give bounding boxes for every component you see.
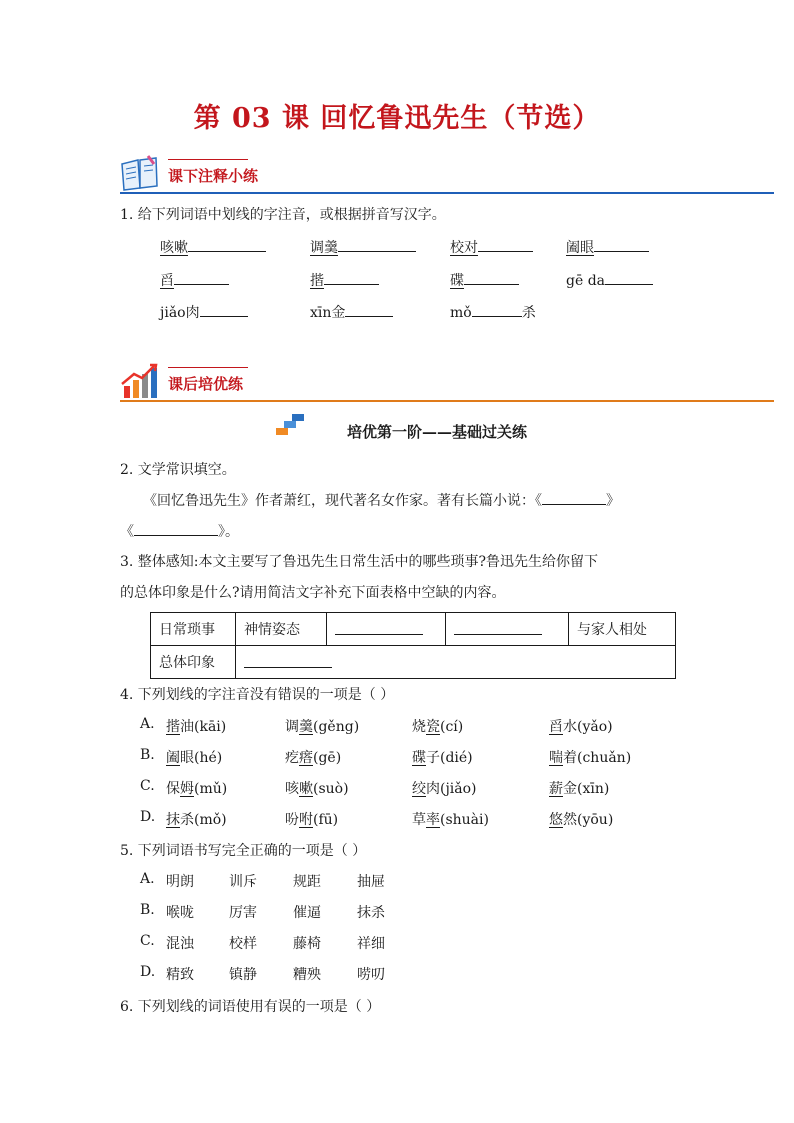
growth-chart-icon — [120, 362, 160, 400]
q5-option-letter[interactable]: B. — [140, 902, 155, 918]
q5-word: 规距 — [293, 874, 321, 890]
q1-item: 咳嗽 — [160, 237, 266, 257]
q4-option-item: 咳嗽(suò) — [285, 781, 349, 797]
q5-word: 糟殃 — [293, 967, 321, 983]
q1-item: xīn金 — [310, 302, 393, 322]
q5-word: 藤椅 — [293, 936, 321, 952]
q1-item: 舀 — [160, 270, 229, 290]
book-icon — [120, 154, 160, 192]
q5-option-letter[interactable]: C. — [140, 933, 155, 949]
q4-option-item: 悠然(yōu) — [549, 812, 614, 828]
table-cell: 与家人相处 — [569, 613, 676, 646]
q4-option-letter[interactable]: A. — [140, 716, 155, 732]
label-overline — [168, 367, 248, 368]
label-overline — [168, 159, 248, 160]
q4-option-item: 碟子(dié) — [412, 750, 473, 766]
section-rule — [120, 400, 774, 402]
section-header-practice — [120, 358, 774, 402]
q4-option-item: 保姆(mǔ) — [166, 781, 228, 797]
q2-line: 《 》。 — [120, 521, 239, 541]
q1-item: 揩 — [310, 270, 379, 290]
table-row — [151, 646, 676, 679]
q3-prompt-line1: 3. 整体感知:本文主要写了鲁迅先生日常生活中的哪些琐事?鲁迅先生给你留下 — [120, 554, 599, 570]
q4-option-item: 疙瘩(gē) — [285, 750, 342, 766]
q5-option-letter[interactable]: A. — [140, 871, 155, 887]
section-label: 课后培优练 — [168, 375, 244, 393]
section-rule — [120, 192, 774, 194]
q3-prompt-line2: 的总体印象是什么?请用简洁文字补充下面表格中空缺的内容。 — [120, 585, 506, 601]
q4-option-item: 揩油(kāi) — [166, 719, 227, 735]
table-cell: 总体印象 — [151, 646, 236, 679]
q4-option-item: 喘着(chuǎn) — [549, 750, 632, 766]
summary-table — [150, 612, 676, 679]
q4-option-item: 调羹(gěng) — [285, 719, 360, 735]
page-title: 第 03 课 回忆鲁迅先生（节选） — [193, 103, 601, 134]
q6-prompt: 6. 下列划线的词语使用有误的一项是（ ） — [120, 999, 381, 1015]
q4-option-item: 吩咐(fū) — [285, 812, 339, 828]
q5-word: 明朗 — [166, 874, 194, 890]
q5-word: 镇静 — [229, 967, 257, 983]
q1-item: jiǎo肉 — [160, 302, 248, 322]
q1-item: 调羹 — [310, 237, 416, 257]
q1-item: 校对 — [450, 237, 533, 257]
q1-item: 阖眼 — [566, 237, 649, 257]
q4-option-item: 抹杀(mǒ) — [166, 812, 227, 828]
q4-option-item: 烧瓷(cí) — [412, 719, 464, 735]
q1-item: mǒ 杀 — [450, 302, 536, 322]
stage-heading: 培优第一阶——基础过关练 — [346, 423, 527, 441]
table-cell: 日常琐事 — [151, 613, 236, 646]
q2-line: 《回忆鲁迅先生》作者萧红，现代著名女作家。著有长篇小说：《 》 — [143, 490, 620, 510]
q5-word: 混浊 — [166, 936, 194, 952]
q4-option-letter[interactable]: B. — [140, 747, 155, 763]
q5-word: 抹杀 — [357, 905, 385, 921]
q5-word: 校样 — [229, 936, 257, 952]
q5-word: 抽屉 — [357, 874, 385, 890]
q4-prompt: 4. 下列划线的字注音没有错误的一项是（ ） — [120, 687, 395, 703]
q5-word: 祥细 — [357, 936, 385, 952]
table-cell-blank[interactable] — [236, 646, 676, 679]
q1-prompt: 1. 给下列词语中划线的字注音，或根据拼音写汉字。 — [120, 207, 446, 223]
q1-item: gē da — [566, 270, 653, 289]
q5-option-letter[interactable]: D. — [140, 964, 156, 980]
q4-option-item: 舀水(yǎo) — [549, 719, 613, 735]
q5-word: 唠叨 — [357, 967, 385, 983]
q5-word: 训斥 — [229, 874, 257, 890]
q4-option-item: 草率(shuài) — [412, 812, 489, 828]
section-header-notes — [120, 150, 774, 194]
q5-word: 喉咙 — [166, 905, 194, 921]
section-label: 课下注释小练 — [168, 167, 259, 185]
q4-option-letter[interactable]: D. — [140, 809, 156, 825]
q4-option-item: 阖眼(hé) — [166, 750, 223, 766]
q1-item: 碟 — [450, 270, 519, 290]
q5-word: 催逼 — [293, 905, 321, 921]
table-row — [151, 613, 676, 646]
q5-word: 厉害 — [229, 905, 257, 921]
q4-option-item: 薪金(xīn) — [549, 781, 610, 797]
q5-prompt: 5. 下列词语书写完全正确的一项是（ ） — [120, 843, 367, 859]
table-cell-blank[interactable] — [327, 613, 446, 646]
q4-option-item: 绞肉(jiǎo) — [412, 781, 477, 797]
q4-option-letter[interactable]: C. — [140, 778, 155, 794]
q2-prompt: 2. 文学常识填空。 — [120, 462, 236, 478]
q5-word: 精致 — [166, 967, 194, 983]
table-cell-blank[interactable] — [446, 613, 569, 646]
table-cell: 神情姿态 — [236, 613, 327, 646]
